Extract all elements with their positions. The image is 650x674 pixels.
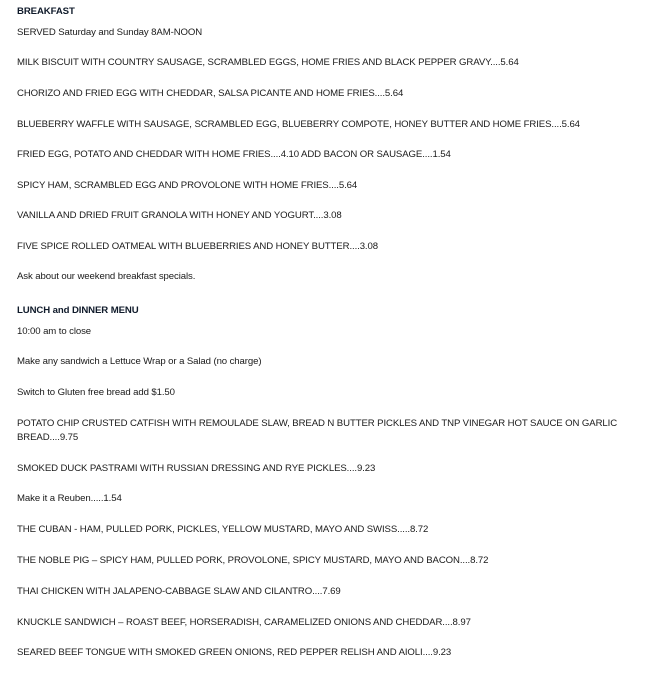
menu-item: FRIED EGG, POTATO AND CHEDDAR WITH HOME FRIES....4.10 ADD BACON OR SAUSAGE....1.54	[17, 149, 451, 160]
menu-item: SEARED BEEF TONGUE WITH SMOKED GREEN ONIONS, RED PEPPER RELISH AND AIOLI....9.23	[17, 647, 452, 658]
menu-item: SPICY HAM, SCRAMBLED EGG AND PROVOLONE WITH HOME FRIES....5.64	[17, 180, 358, 191]
menu-item: VANILLA AND DRIED FRUIT GRANOLA WITH HONEY AND YOGURT....3.08	[17, 210, 342, 221]
menu-item: CHORIZO AND FRIED EGG WITH CHEDDAR, SALSA PICANTE AND HOME FRIES....5.64	[17, 88, 404, 99]
menu-item: THE CUBAN - HAM, PULLED PORK, PICKLES, YELLOW MUSTARD, MAYO AND SWISS.....8.72	[17, 524, 429, 535]
breakfast-heading: BREAKFAST	[17, 6, 75, 17]
menu-item: KNUCKLE SANDWICH – ROAST BEEF, HORSERADISH, CARAMELIZED ONIONS AND CHEDDAR....8.97	[17, 617, 471, 628]
breakfast-note: Ask about our weekend breakfast specials.	[17, 271, 196, 282]
menu-item: MILK BISCUIT WITH COUNTRY SAUSAGE, SCRAMBLED EGGS, HOME FRIES AND BLACK PEPPER GRAVY....5.64	[17, 57, 519, 68]
menu-item: THAI CHICKEN WITH JALAPENO-CABBAGE SLAW AND CILANTRO....7.69	[17, 586, 341, 597]
menu-item: THE NOBLE PIG – SPICY HAM, PULLED PORK, PROVOLONE, SPICY MUSTARD, MAYO AND BACON....8.72	[17, 555, 489, 566]
lunch-hours: 10:00 am to close	[17, 326, 92, 337]
breakfast-hours: SERVED Saturday and Sunday 8AM-NOON	[17, 27, 203, 38]
menu-item: FIVE SPICE ROLLED OATMEAL WITH BLUEBERRIES AND HONEY BUTTER....3.08	[17, 241, 378, 252]
menu-item: SMOKED DUCK PASTRAMI WITH RUSSIAN DRESSING AND RYE PICKLES....9.23	[17, 463, 376, 474]
lunch-note: Make any sandwich a Lettuce Wrap or a Salad (no charge)	[17, 356, 262, 367]
lunch-heading: LUNCH and DINNER MENU	[17, 305, 139, 316]
lunch-note: Switch to Gluten free bread add $1.50	[17, 387, 175, 398]
menu-item: BLUEBERRY WAFFLE WITH SAUSAGE, SCRAMBLED EGG, BLUEBERRY COMPOTE, HONEY BUTTER AND HOME FRIES....5.64	[17, 119, 580, 130]
menu-item: POTATO CHIP CRUSTED CATFISH WITH REMOULADE SLAW, BREAD N BUTTER PICKLES AND TNP VINEGAR HOT SAUCE ON GARLIC BREAD....9.75	[17, 418, 618, 443]
menu-item: Make it a Reuben.....1.54	[17, 493, 122, 504]
